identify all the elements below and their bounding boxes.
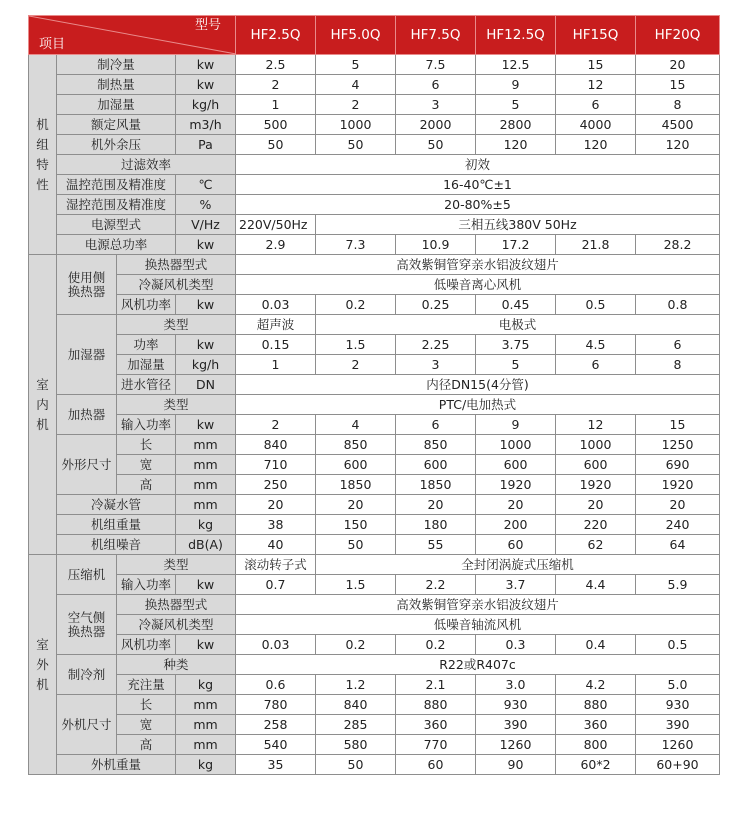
row-unit: mm <box>176 475 236 495</box>
row-label: 种类 <box>117 655 236 675</box>
value-cell: 540 <box>236 735 316 755</box>
row-label: 类型 <box>117 395 236 415</box>
row-unit: kg/h <box>176 95 236 115</box>
value-cell: 780 <box>236 695 316 715</box>
value-cell: 20 <box>396 495 476 515</box>
table-row <box>29 135 720 155</box>
value-cell: 1000 <box>556 435 636 455</box>
value-cell: 1260 <box>636 735 720 755</box>
subgroup-label: 使用侧 换热器 <box>57 255 117 315</box>
row-label: 电源总功率 <box>57 235 176 255</box>
row-label: 电源型式 <box>57 215 176 235</box>
value-cell: 0.03 <box>236 295 316 315</box>
row-label: 机组重量 <box>57 515 176 535</box>
row-unit: mm <box>176 735 236 755</box>
row-label: 冷凝风机类型 <box>117 615 236 635</box>
row-label: 制冷量 <box>57 55 176 75</box>
model-header: HF5.0Q <box>316 16 396 55</box>
row-label: 加湿量 <box>57 95 176 115</box>
value-cell: 0.6 <box>236 675 316 695</box>
value-cell: 9 <box>476 415 556 435</box>
value-cell: 2.25 <box>396 335 476 355</box>
row-label: 冷凝风机类型 <box>117 275 236 295</box>
value-cell: 12 <box>556 415 636 435</box>
table-row <box>29 635 720 655</box>
value-cell: 4.4 <box>556 575 636 595</box>
value-cell: 21.8 <box>556 235 636 255</box>
value-cell: 500 <box>236 115 316 135</box>
value-cell: 7.3 <box>316 235 396 255</box>
value-cell: 4500 <box>636 115 720 135</box>
subgroup-label: 空气侧 换热器 <box>57 595 117 655</box>
value-cell: 770 <box>396 735 476 755</box>
value-cell: 240 <box>636 515 720 535</box>
value-cell: 60 <box>396 755 476 775</box>
spec-table <box>28 15 720 775</box>
table-row <box>29 495 720 515</box>
value-cell: 15 <box>636 75 720 95</box>
value-cell: 6 <box>556 95 636 115</box>
subgroup-label: 加热器 <box>57 395 117 435</box>
value-cell: 390 <box>476 715 556 735</box>
value-cell: 0.5 <box>556 295 636 315</box>
row-label: 输入功率 <box>117 415 176 435</box>
value-cell: 5.0 <box>636 675 720 695</box>
value-cell: 20 <box>636 55 720 75</box>
row-label: 功率 <box>117 335 176 355</box>
value-cell: 1.5 <box>316 575 396 595</box>
wide-value-cell: 20-80%±5 <box>236 195 720 215</box>
row-unit: kg/h <box>176 355 236 375</box>
value-cell: 4.5 <box>556 335 636 355</box>
first-model-value: 滚动转子式 <box>236 555 316 575</box>
value-cell: 0.8 <box>636 295 720 315</box>
row-unit: DN <box>176 375 236 395</box>
value-cell: 15 <box>556 55 636 75</box>
model-header: HF2.5Q <box>236 16 316 55</box>
row-unit: mm <box>176 695 236 715</box>
group-label-text: 机组特性 <box>36 116 49 192</box>
wide-value-cell: 内径DN15(4分管) <box>236 375 720 395</box>
table-row <box>29 735 720 755</box>
table-row <box>29 335 720 355</box>
row-label: 长 <box>117 435 176 455</box>
row-label: 长 <box>117 695 176 715</box>
value-cell: 60*2 <box>556 755 636 775</box>
value-cell: 90 <box>476 755 556 775</box>
table-row <box>29 435 720 455</box>
value-cell: 12 <box>556 75 636 95</box>
value-cell: 0.7 <box>236 575 316 595</box>
row-unit: V/Hz <box>176 215 236 235</box>
row-label: 冷凝水管 <box>57 495 176 515</box>
value-cell: 800 <box>556 735 636 755</box>
table-row <box>29 55 720 75</box>
table-row <box>29 535 720 555</box>
table-row <box>29 415 720 435</box>
table-row <box>29 555 720 575</box>
table-row <box>29 195 720 215</box>
table-row <box>29 255 720 275</box>
wide-value-cell: 三相五线380V 50Hz <box>316 215 720 235</box>
value-cell: 220 <box>556 515 636 535</box>
value-cell: 4 <box>316 415 396 435</box>
row-label: 换热器型式 <box>117 255 236 275</box>
wide-value-cell: 高效紫铜管穿亲水铝波纹翅片 <box>236 595 720 615</box>
table-row <box>29 395 720 415</box>
value-cell: 2 <box>316 95 396 115</box>
table-row <box>29 75 720 95</box>
value-cell: 38 <box>236 515 316 535</box>
row-label: 输入功率 <box>117 575 176 595</box>
group-label <box>29 255 57 555</box>
value-cell: 3 <box>396 355 476 375</box>
item-header-label: 项目 <box>39 37 66 52</box>
value-cell: 1 <box>236 95 316 115</box>
table-row <box>29 215 720 235</box>
model-header-label: 型号 <box>194 18 221 33</box>
table-row <box>29 755 720 775</box>
group-label-text: 室外机 <box>36 636 49 692</box>
wide-value-cell: 16-40℃±1 <box>236 175 720 195</box>
value-cell: 12.5 <box>476 55 556 75</box>
value-cell: 360 <box>396 715 476 735</box>
value-cell: 2.5 <box>236 55 316 75</box>
model-header: HF7.5Q <box>396 16 476 55</box>
table-row <box>29 375 720 395</box>
row-label: 加湿量 <box>117 355 176 375</box>
model-header: HF15Q <box>556 16 636 55</box>
value-cell: 15 <box>636 415 720 435</box>
value-cell: 64 <box>636 535 720 555</box>
row-unit: kw <box>176 415 236 435</box>
subgroup-label: 外形尺寸 <box>57 435 117 495</box>
value-cell: 390 <box>636 715 720 735</box>
value-cell: 3.0 <box>476 675 556 695</box>
table-row <box>29 355 720 375</box>
value-cell: 50 <box>316 135 396 155</box>
value-cell: 17.2 <box>476 235 556 255</box>
value-cell: 2 <box>316 355 396 375</box>
wide-value-cell: 低噪音轴流风机 <box>236 615 720 635</box>
value-cell: 40 <box>236 535 316 555</box>
row-label: 湿控范围及精准度 <box>57 195 176 215</box>
table-row <box>29 175 720 195</box>
table-row <box>29 475 720 495</box>
value-cell: 6 <box>636 335 720 355</box>
value-cell: 55 <box>396 535 476 555</box>
value-cell: 20 <box>316 495 396 515</box>
value-cell: 600 <box>316 455 396 475</box>
value-cell: 360 <box>556 715 636 735</box>
value-cell: 1.2 <box>316 675 396 695</box>
value-cell: 1260 <box>476 735 556 755</box>
value-cell: 2 <box>236 75 316 95</box>
table-row <box>29 115 720 135</box>
value-cell: 1920 <box>556 475 636 495</box>
group-label <box>29 555 57 775</box>
value-cell: 120 <box>636 135 720 155</box>
value-cell: 285 <box>316 715 396 735</box>
value-cell: 710 <box>236 455 316 475</box>
value-cell: 50 <box>396 135 476 155</box>
value-cell: 0.25 <box>396 295 476 315</box>
value-cell: 2000 <box>396 115 476 135</box>
value-cell: 5 <box>476 355 556 375</box>
row-label: 温控范围及精准度 <box>57 175 176 195</box>
value-cell: 0.03 <box>236 635 316 655</box>
table-row <box>29 655 720 675</box>
value-cell: 0.2 <box>316 635 396 655</box>
value-cell: 120 <box>556 135 636 155</box>
value-cell: 2800 <box>476 115 556 135</box>
value-cell: 20 <box>476 495 556 515</box>
value-cell: 600 <box>396 455 476 475</box>
value-cell: 2.1 <box>396 675 476 695</box>
value-cell: 580 <box>316 735 396 755</box>
value-cell: 2.9 <box>236 235 316 255</box>
value-cell: 4 <box>316 75 396 95</box>
value-cell: 8 <box>636 355 720 375</box>
row-unit: m3/h <box>176 115 236 135</box>
wide-value-cell: PTC/电加热式 <box>236 395 720 415</box>
value-cell: 150 <box>316 515 396 535</box>
value-cell: 600 <box>556 455 636 475</box>
value-cell: 1920 <box>636 475 720 495</box>
value-cell: 840 <box>236 435 316 455</box>
value-cell: 0.15 <box>236 335 316 355</box>
group-label <box>29 55 57 255</box>
value-cell: 0.4 <box>556 635 636 655</box>
value-cell: 2.2 <box>396 575 476 595</box>
value-cell: 0.3 <box>476 635 556 655</box>
row-label: 机组噪音 <box>57 535 176 555</box>
row-label: 制热量 <box>57 75 176 95</box>
table-row <box>29 595 720 615</box>
row-label: 宽 <box>117 455 176 475</box>
wide-value-cell: R22或R407c <box>236 655 720 675</box>
value-cell: 50 <box>316 535 396 555</box>
value-cell: 1 <box>236 355 316 375</box>
row-label: 换热器型式 <box>117 595 236 615</box>
first-model-value: 超声波 <box>236 315 316 335</box>
value-cell: 3.7 <box>476 575 556 595</box>
value-cell: 258 <box>236 715 316 735</box>
value-cell: 10.9 <box>396 235 476 255</box>
spec-table-body <box>29 16 720 775</box>
row-unit: kw <box>176 55 236 75</box>
row-label: 外机重量 <box>57 755 176 775</box>
subgroup-label: 加湿器 <box>57 315 117 395</box>
row-unit: kw <box>176 575 236 595</box>
value-cell: 1.5 <box>316 335 396 355</box>
value-cell: 0.2 <box>316 295 396 315</box>
row-unit: kg <box>176 755 236 775</box>
value-cell: 1250 <box>636 435 720 455</box>
group-label-text: 室内机 <box>36 376 49 432</box>
value-cell: 8 <box>636 95 720 115</box>
table-row <box>29 675 720 695</box>
first-model-value: 220V/50Hz <box>236 215 316 235</box>
wide-value-cell: 全封闭涡旋式压缩机 <box>316 555 720 575</box>
value-cell: 1000 <box>316 115 396 135</box>
subgroup-label: 制冷剂 <box>57 655 117 695</box>
row-label: 类型 <box>117 315 236 335</box>
value-cell: 2 <box>236 415 316 435</box>
row-label: 充注量 <box>117 675 176 695</box>
row-unit: kw <box>176 75 236 95</box>
row-unit: kw <box>176 335 236 355</box>
value-cell: 120 <box>476 135 556 155</box>
value-cell: 6 <box>556 355 636 375</box>
value-cell: 200 <box>476 515 556 535</box>
table-row <box>29 615 720 635</box>
value-cell: 3.75 <box>476 335 556 355</box>
table-row <box>29 275 720 295</box>
value-cell: 5 <box>316 55 396 75</box>
row-unit: Pa <box>176 135 236 155</box>
table-row <box>29 515 720 535</box>
row-unit: mm <box>176 715 236 735</box>
value-cell: 930 <box>476 695 556 715</box>
row-label: 高 <box>117 475 176 495</box>
table-row <box>29 575 720 595</box>
value-cell: 60+90 <box>636 755 720 775</box>
row-unit: % <box>176 195 236 215</box>
model-header: HF20Q <box>636 16 720 55</box>
wide-value-cell: 初效 <box>236 155 720 175</box>
row-unit: kg <box>176 675 236 695</box>
table-row <box>29 715 720 735</box>
row-label: 高 <box>117 735 176 755</box>
value-cell: 4000 <box>556 115 636 135</box>
row-unit: kw <box>176 295 236 315</box>
row-unit: ℃ <box>176 175 236 195</box>
value-cell: 850 <box>396 435 476 455</box>
value-cell: 0.45 <box>476 295 556 315</box>
value-cell: 0.2 <box>396 635 476 655</box>
row-label: 额定风量 <box>57 115 176 135</box>
value-cell: 7.5 <box>396 55 476 75</box>
value-cell: 850 <box>316 435 396 455</box>
value-cell: 5 <box>476 95 556 115</box>
table-row <box>29 16 720 55</box>
value-cell: 1920 <box>476 475 556 495</box>
value-cell: 28.2 <box>636 235 720 255</box>
value-cell: 180 <box>396 515 476 535</box>
value-cell: 840 <box>316 695 396 715</box>
value-cell: 3 <box>396 95 476 115</box>
row-unit: dB(A) <box>176 535 236 555</box>
table-row <box>29 315 720 335</box>
row-unit: mm <box>176 455 236 475</box>
row-unit: mm <box>176 495 236 515</box>
value-cell: 1850 <box>396 475 476 495</box>
value-cell: 600 <box>476 455 556 475</box>
value-cell: 880 <box>396 695 476 715</box>
value-cell: 20 <box>556 495 636 515</box>
value-cell: 1850 <box>316 475 396 495</box>
wide-value-cell: 低噪音离心风机 <box>236 275 720 295</box>
table-row <box>29 95 720 115</box>
row-label: 进水管径 <box>117 375 176 395</box>
value-cell: 20 <box>236 495 316 515</box>
header-corner <box>29 16 236 55</box>
table-row <box>29 235 720 255</box>
row-unit: mm <box>176 435 236 455</box>
subgroup-label: 压缩机 <box>57 555 117 595</box>
table-row <box>29 695 720 715</box>
row-label: 过滤效率 <box>57 155 236 175</box>
value-cell: 6 <box>396 75 476 95</box>
value-cell: 50 <box>316 755 396 775</box>
value-cell: 60 <box>476 535 556 555</box>
value-cell: 6 <box>396 415 476 435</box>
value-cell: 9 <box>476 75 556 95</box>
wide-value-cell: 电极式 <box>316 315 720 335</box>
value-cell: 930 <box>636 695 720 715</box>
value-cell: 35 <box>236 755 316 775</box>
value-cell: 690 <box>636 455 720 475</box>
value-cell: 20 <box>636 495 720 515</box>
value-cell: 5.9 <box>636 575 720 595</box>
row-label: 风机功率 <box>117 295 176 315</box>
table-row <box>29 295 720 315</box>
row-unit: kw <box>176 635 236 655</box>
model-header: HF12.5Q <box>476 16 556 55</box>
row-label: 风机功率 <box>117 635 176 655</box>
value-cell: 250 <box>236 475 316 495</box>
table-row <box>29 155 720 175</box>
row-label: 宽 <box>117 715 176 735</box>
value-cell: 4.2 <box>556 675 636 695</box>
value-cell: 1000 <box>476 435 556 455</box>
row-label: 机外余压 <box>57 135 176 155</box>
value-cell: 62 <box>556 535 636 555</box>
value-cell: 50 <box>236 135 316 155</box>
row-unit: kw <box>176 235 236 255</box>
row-label: 类型 <box>117 555 236 575</box>
table-row <box>29 455 720 475</box>
value-cell: 880 <box>556 695 636 715</box>
value-cell: 0.5 <box>636 635 720 655</box>
subgroup-label: 外机尺寸 <box>57 695 117 755</box>
wide-value-cell: 高效紫铜管穿亲水铝波纹翅片 <box>236 255 720 275</box>
row-unit: kg <box>176 515 236 535</box>
